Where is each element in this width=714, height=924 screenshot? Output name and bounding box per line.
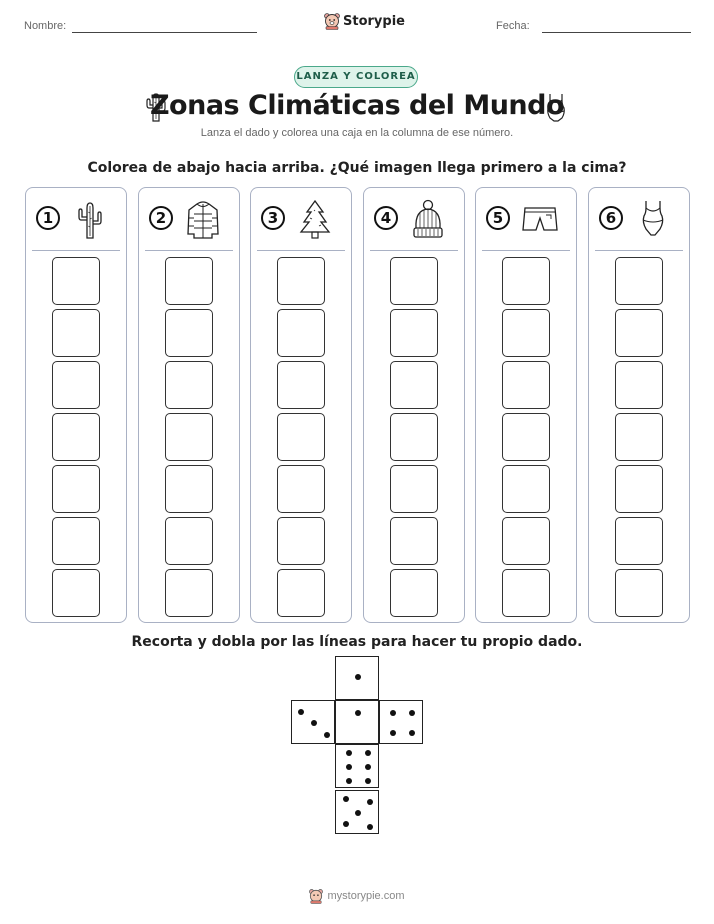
column-divider [32,250,120,251]
die-pip [365,778,371,784]
color-box[interactable] [615,361,663,409]
column-4 [363,187,465,623]
color-box[interactable] [502,517,550,565]
die-face-3 [291,700,335,744]
color-box[interactable] [165,569,213,617]
color-box[interactable] [52,517,100,565]
dice-instruction: Recorta y dobla por las líneas para hacer tu propio dado. [131,634,583,650]
color-box[interactable] [277,517,325,565]
color-box[interactable] [52,465,100,513]
die-pip [390,730,396,736]
die-face-5 [335,790,379,834]
color-box[interactable] [615,413,663,461]
color-box[interactable] [165,413,213,461]
die-pip [311,720,317,726]
color-box[interactable] [52,361,100,409]
column-divider [257,250,345,251]
die-pip [365,750,371,756]
color-box[interactable] [277,413,325,461]
color-box[interactable] [390,569,438,617]
color-box[interactable] [165,361,213,409]
die-pip [355,674,361,680]
color-box[interactable] [615,465,663,513]
footer [0,888,714,904]
color-box[interactable] [277,569,325,617]
column-1 [25,187,127,623]
color-box[interactable] [165,257,213,305]
color-box[interactable] [390,465,438,513]
column-number: 4 [374,206,398,230]
die-pip [355,810,361,816]
color-box[interactable] [615,569,663,617]
date-line [542,32,691,33]
color-box[interactable] [52,569,100,617]
die-pip [343,796,349,802]
die-pip [365,764,371,770]
color-box[interactable] [615,309,663,357]
cactus-icon [70,198,110,240]
column-6 [588,187,690,623]
die-face-4 [379,700,423,744]
activity-badge: LANZA Y COLOREA [294,66,418,88]
column-number: 5 [486,206,510,230]
die-pip [346,778,352,784]
shorts-icon [520,198,560,240]
page-title: Zonas Climáticas del Mundo [149,90,565,121]
color-box[interactable] [277,309,325,357]
color-box[interactable] [52,257,100,305]
column-number: 3 [261,206,285,230]
color-box[interactable] [615,517,663,565]
column-divider [595,250,683,251]
storypie-mascot-icon [309,888,323,904]
swimsuit-icon [544,92,568,122]
die-face-1 [335,700,379,744]
swimsuit-icon [633,198,673,240]
color-box[interactable] [390,361,438,409]
die-pip [409,730,415,736]
column-5 [475,187,577,623]
storypie-mascot-icon [324,12,340,30]
pine-tree-icon [295,198,335,240]
footer-site: mystorypie.com [327,890,405,902]
brand-name: Storypie [343,13,405,29]
color-box[interactable] [390,309,438,357]
color-box[interactable] [502,413,550,461]
column-number: 6 [599,206,623,230]
color-box[interactable] [502,569,550,617]
die-pip [346,764,352,770]
die-pip [343,821,349,827]
color-box[interactable] [165,465,213,513]
color-box[interactable] [277,257,325,305]
column-divider [145,250,233,251]
die-pip [390,710,396,716]
color-box[interactable] [615,257,663,305]
column-2 [138,187,240,623]
color-box[interactable] [390,517,438,565]
game-instruction: Colorea de abajo hacia arriba. ¿Qué imagen llega primero a la cima? [87,160,627,176]
die-face-1 [335,656,379,700]
name-label: Nombre: [24,20,67,32]
date-label: Fecha: [496,20,530,32]
column-divider [482,250,570,251]
color-box[interactable] [502,257,550,305]
die-face-6 [335,744,379,788]
color-box[interactable] [165,517,213,565]
color-box[interactable] [502,361,550,409]
die-pip [367,824,373,830]
column-divider [370,250,458,251]
color-box[interactable] [52,309,100,357]
color-box[interactable] [390,257,438,305]
color-box[interactable] [277,361,325,409]
column-3 [250,187,352,623]
column-number: 2 [149,206,173,230]
color-box[interactable] [52,413,100,461]
color-box[interactable] [502,465,550,513]
color-box[interactable] [390,413,438,461]
page-subtitle: Lanza el dado y colorea una caja en la columna de ese número. [200,127,514,139]
column-number: 1 [36,206,60,230]
color-box[interactable] [165,309,213,357]
die-pip [409,710,415,716]
name-line [72,32,257,33]
winter-hat-icon [408,198,448,240]
brand-logo [324,12,405,30]
die-pip [367,799,373,805]
color-box[interactable] [502,309,550,357]
die-pip [355,710,361,716]
die-pip [346,750,352,756]
winter-jacket-icon [183,198,223,240]
color-box[interactable] [277,465,325,513]
die-pip [324,732,330,738]
die-pip [298,709,304,715]
